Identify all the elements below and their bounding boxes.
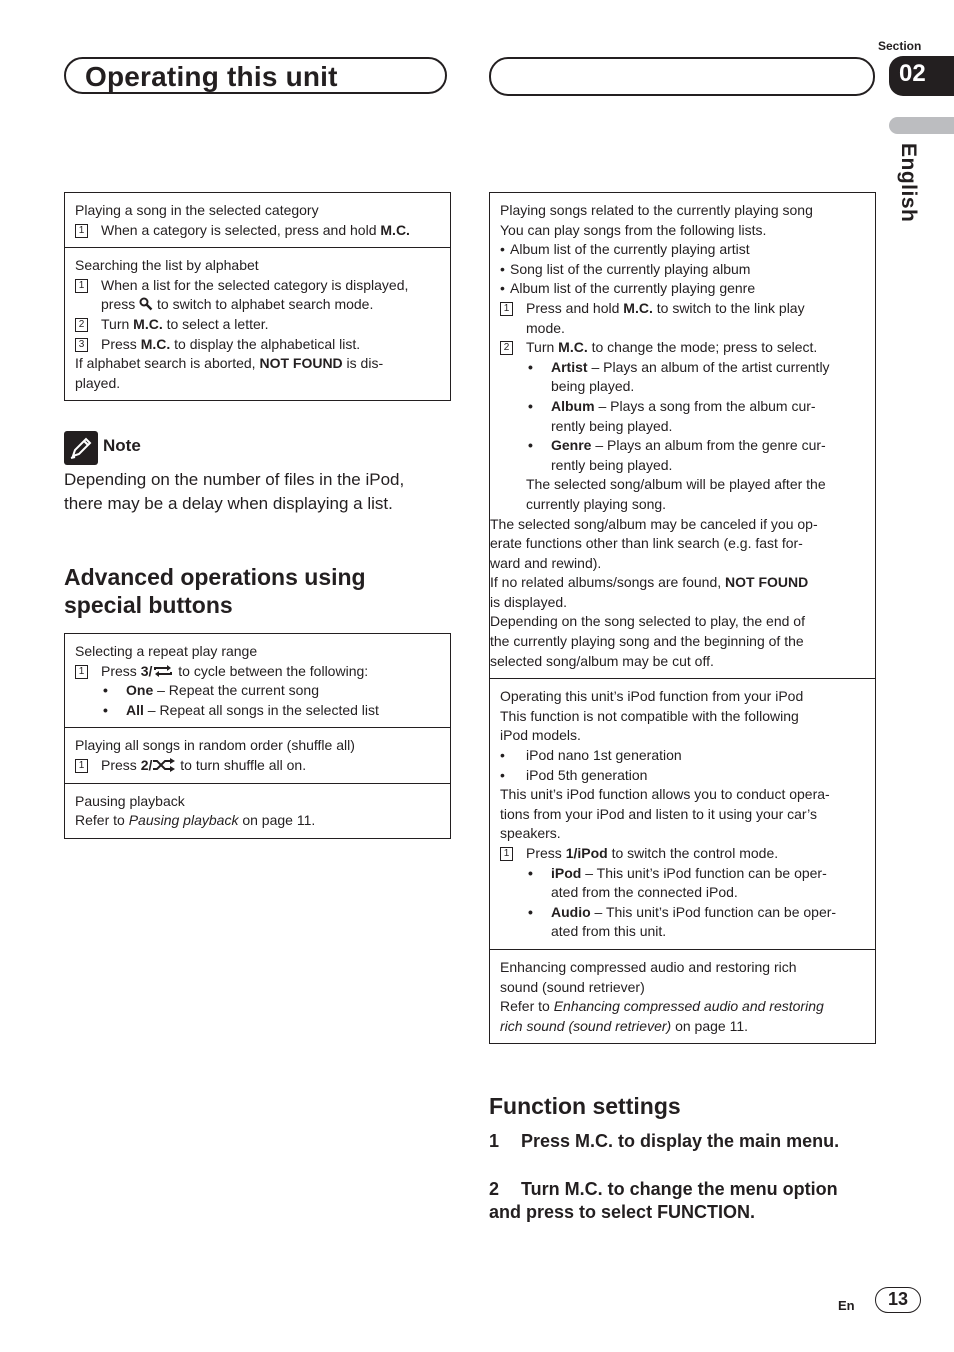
cell-title: Operating this unit’s iPod function from your iPod <box>500 688 804 705</box>
pencil-icon <box>64 431 98 465</box>
step-text: to switch to alphabet search mode. <box>153 296 374 313</box>
step-text: Turn M.C. to change the menu option <box>521 1179 838 1199</box>
step-item <box>500 844 867 864</box>
option-desc: – Plays an album from the genre cur- <box>591 437 826 454</box>
option-desc: – Plays an album of the artist currently <box>587 358 830 375</box>
ref-topic: Pausing playback <box>128 812 239 829</box>
page-language-code: En <box>838 1298 855 1313</box>
cell-title: Playing songs related to the currently playing song <box>500 202 813 218</box>
ref-topic: rich sound (sound retriever) <box>500 1017 672 1034</box>
step-item: 1 Press 2/ to turn shuffle all on. <box>75 756 442 776</box>
depend-note: the currently playing song and the beginning of the <box>490 633 804 650</box>
link-play-cell <box>490 193 875 679</box>
language-label: English <box>897 143 920 223</box>
option-desc: – This unit’s iPod function can be oper- <box>590 903 837 920</box>
button-name: 3 <box>140 662 149 679</box>
function-step-1 <box>489 1130 839 1153</box>
allows-note: tions from your iPod and listen to it using your car’s <box>500 805 817 822</box>
step-number: 2 <box>489 1179 500 1199</box>
note-text: If no related albums/songs are found, <box>490 574 726 591</box>
option-desc: ated from this unit. <box>551 923 667 940</box>
option-desc: rently being played. <box>551 417 673 434</box>
shuffle-cell <box>65 728 450 783</box>
advanced-operations-heading <box>64 563 366 619</box>
list-item: • Album list of the currently playing artist <box>500 240 867 260</box>
option-name: Genre <box>551 437 592 454</box>
function-settings-heading: Function settings <box>489 1093 681 1119</box>
page-title-pill <box>64 57 447 94</box>
notfound-note: is displayed. <box>490 593 568 610</box>
repeat-range-cell <box>65 634 450 728</box>
step-text-line <box>526 299 867 319</box>
step-text: Turn <box>526 339 559 356</box>
heading-line: Advanced operations using <box>64 564 366 590</box>
step-text: Press <box>101 335 141 352</box>
play-category-cell <box>65 193 450 248</box>
pause-cell <box>65 784 450 838</box>
button-name: M.C. <box>380 221 410 238</box>
step-item <box>500 299 867 338</box>
header-blank-pill <box>489 57 875 96</box>
button-name: M.C. <box>140 335 171 352</box>
ref-text: Refer to <box>75 812 129 829</box>
button-name: 1/iPod <box>565 845 608 861</box>
step-text: Press <box>101 662 141 679</box>
step-item <box>75 276 442 315</box>
cell-title: Playing a song in the selected category <box>75 202 319 218</box>
button-name: M.C. <box>623 299 653 316</box>
cell-title: Enhancing compressed audio and restoring rich <box>500 958 797 975</box>
reference-line <box>500 1017 867 1037</box>
step-text: to display the alphabetical list. <box>170 335 361 352</box>
compat-note: iPod models. <box>500 727 581 744</box>
page-number: 13 <box>875 1287 921 1313</box>
option-name: One <box>126 682 154 699</box>
button-name: 2 <box>140 756 149 773</box>
step-number: 1 <box>75 759 88 773</box>
option-name: Audio <box>551 903 591 920</box>
step-text: Press M.C. to display the main menu. <box>521 1131 840 1151</box>
step-number: 1 <box>500 302 513 316</box>
note-text: is dis- <box>342 355 384 372</box>
list-item <box>75 681 442 701</box>
step-number: 2 <box>500 341 513 355</box>
step-text-line <box>101 295 442 315</box>
step-text: to cycle between the following: <box>174 662 369 679</box>
ref-topic: Enhancing compressed audio and restoring <box>553 998 824 1015</box>
reference-line <box>500 997 867 1017</box>
step-item <box>75 335 442 355</box>
list-item: • Song list of the currently playing album <box>500 260 867 280</box>
option-desc: rently being played. <box>551 456 673 473</box>
step-number: 1 <box>75 279 88 293</box>
ref-text: on page 11. <box>238 812 316 829</box>
depend-note: Depending on the song selected to play, the end of <box>490 613 805 630</box>
step-text: to change the mode; press to select. <box>587 339 818 356</box>
list-item <box>500 397 867 436</box>
list-item <box>75 701 442 721</box>
note-pencil-icon <box>64 431 98 465</box>
list-item <box>500 903 867 942</box>
option-name: Album <box>551 397 595 414</box>
cell-title: Selecting a repeat play range <box>75 643 258 659</box>
step-text: to switch to the link play <box>652 299 805 316</box>
step-text: When a list for the selected category is displayed, <box>101 276 409 293</box>
compat-note: This function is not compatible with the following <box>500 707 799 724</box>
step-text: Press <box>526 845 566 861</box>
step-text: Turn <box>101 315 134 332</box>
cancel-note: erate functions other than link search (e.g. fast for- <box>490 535 803 552</box>
shuffle-icon <box>152 758 176 772</box>
step-item <box>75 315 442 335</box>
option-desc: – Repeat the current song <box>153 682 320 699</box>
option-name: All <box>126 701 144 718</box>
list-item: • iPod nano 1st generation <box>500 746 867 766</box>
reference-line <box>75 811 442 831</box>
language-tab <box>889 117 954 134</box>
step-number: 1 <box>75 665 88 679</box>
list-item: • Album list of the currently playing genre <box>500 279 867 299</box>
note-body <box>64 468 404 516</box>
option-desc: – Plays a song from the album cur- <box>594 397 816 414</box>
step-number: 3 <box>75 338 88 352</box>
option-desc: ated from the connected iPod. <box>551 884 738 901</box>
note-title: Note <box>103 436 141 455</box>
step-text: to switch the control mode. <box>607 845 779 861</box>
ipod-control-cell <box>490 679 875 950</box>
list-item <box>500 358 867 397</box>
alphabet-search-cell <box>65 248 450 400</box>
cell-title: Searching the list by alphabet <box>75 257 259 274</box>
heading-line: special buttons <box>64 592 233 618</box>
notfound-note <box>490 573 867 593</box>
step-text: When a category is selected, press and hold <box>101 221 381 238</box>
option-desc: – This unit’s iPod function can be oper- <box>581 864 827 881</box>
category-search-table <box>64 192 451 401</box>
option-desc: – Repeat all songs in the selected list <box>143 701 379 718</box>
step-number: 1 <box>489 1131 500 1151</box>
note-text: If alphabet search is aborted, <box>75 355 260 372</box>
allows-note: This unit’s iPod function allows you to conduct opera- <box>500 786 830 803</box>
page-title: Operating this unit <box>85 61 338 92</box>
step-number: 1 <box>500 847 513 861</box>
step-text: Press <box>101 756 141 773</box>
abort-note-line2: played. <box>75 374 121 391</box>
ipod-functions-table <box>489 192 876 1044</box>
step-text: mode. <box>526 319 565 336</box>
depend-note: selected song/album may be cut off. <box>490 652 714 669</box>
step-number: 2 <box>75 318 88 332</box>
list-item <box>500 864 867 903</box>
step-number: 1 <box>75 224 88 238</box>
cell-title: Playing all songs in random order (shuffle all) <box>75 737 355 754</box>
cancel-note: The selected song/album may be canceled if you op- <box>490 515 818 532</box>
button-name: M.C. <box>133 315 163 332</box>
sound-retriever-cell <box>490 950 875 1043</box>
after-note: currently playing song. <box>526 495 667 512</box>
cell-title: Pausing playback <box>75 792 185 809</box>
step-text: Press and hold <box>526 299 624 316</box>
list-item <box>500 436 867 475</box>
status-text: NOT FOUND <box>259 355 343 372</box>
function-step-2 <box>489 1178 838 1224</box>
step-text: to turn shuffle all on. <box>176 756 307 773</box>
step-item <box>75 221 442 241</box>
step-text: to select a letter. <box>162 315 269 332</box>
ref-text: on page 11. <box>671 1017 748 1034</box>
option-desc: being played. <box>551 378 635 395</box>
step-text: press <box>101 296 140 313</box>
intro-text: You can play songs from the following lists. <box>500 221 767 238</box>
after-note: The selected song/album will be played after the <box>526 476 826 493</box>
special-buttons-table <box>64 633 451 839</box>
ref-text: Refer to <box>500 998 554 1015</box>
status-text: NOT FOUND <box>725 574 809 591</box>
step-item: 1 Press 3/ to cycle between the following: <box>75 662 442 682</box>
cancel-note: ward and rewind). <box>490 554 602 571</box>
step-text: and press to select FUNCTION. <box>489 1202 756 1222</box>
option-name: Artist <box>551 358 588 375</box>
note-line: there may be a delay when displaying a list. <box>64 494 393 513</box>
repeat-icon <box>152 664 174 678</box>
note-line: Depending on the number of files in the iPod, <box>64 470 405 489</box>
section-label: Section <box>878 39 922 53</box>
step-item <box>500 338 867 358</box>
list-item: • iPod 5th generation <box>500 766 867 786</box>
allows-note: speakers. <box>500 825 561 842</box>
section-number-badge: 02 <box>889 56 954 96</box>
search-icon <box>139 297 153 311</box>
option-name: iPod <box>551 864 582 881</box>
cell-title: sound (sound retriever) <box>500 978 645 995</box>
abort-note <box>75 354 442 374</box>
button-name: M.C. <box>558 339 588 356</box>
